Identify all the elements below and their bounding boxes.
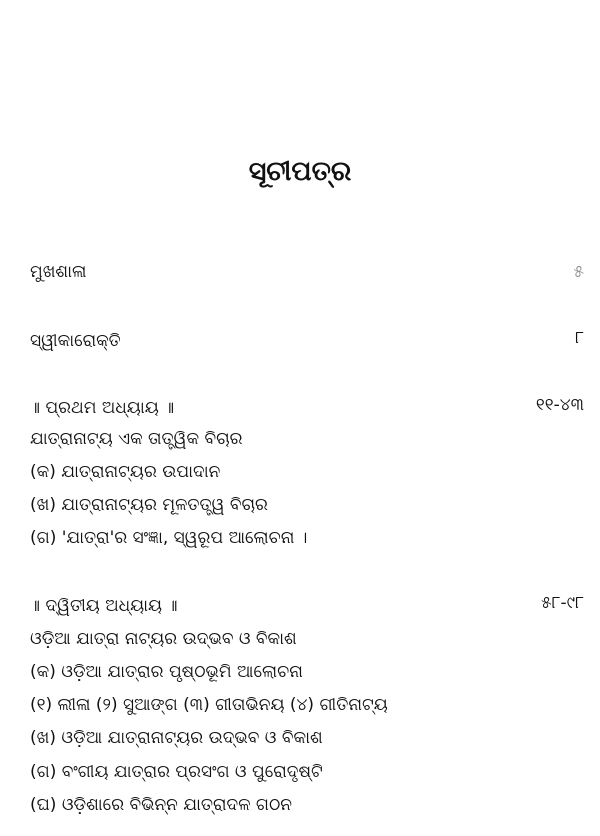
chapter2-heading: ॥ ଦ୍ୱିତୀୟ ଅଧ୍ୟାୟ ॥ xyxy=(30,596,178,616)
chapter2-item: (କ) ଓଡ଼ିଆ ଯାତ୍ରାର ପୃଷ୍ଠଭୂମି ଆଲୋଚନା xyxy=(30,662,303,682)
chapter1-subtitle: ଯାତ୍ରାନାଟ୍ୟ ଏକ ତାତ୍ତ୍ୱିକ ବିଚାର xyxy=(30,429,243,449)
chapter1-pages: ୧୧-୪୩ xyxy=(535,395,584,415)
chapter2-pages: ୫୮-୯୮ xyxy=(541,593,584,613)
chapter2-item: (ଖ) ଓଡ଼ିଆ ଯାତ୍ରାନାଟ୍ୟର ଉଦ୍‌ଭବ ଓ ବିକାଶ xyxy=(30,728,323,748)
toc-entry-preface: ମୁଖଶାଳା xyxy=(30,262,87,282)
toc-entry-acknowledgement: ସ୍ୱୀକାରୋକ୍ତି xyxy=(30,331,121,351)
chapter1-heading: ॥ ପ୍ରଥମ ଅଧ୍ୟାୟ ॥ xyxy=(30,398,175,418)
toc-page-preface: ୫ xyxy=(573,262,584,282)
chapter2-item: (ଗ) ବଂଗୀୟ ଯାତ୍ରାର ପ୍ରସଂଗ ଓ ପୁରୋଦୃଷ୍ଟି xyxy=(30,762,323,782)
chapter1-item: (କ) ଯାତ୍ରାନାଟ୍ୟର ଉପାଦାନ xyxy=(30,462,221,482)
chapter1-item: (ଖ) ଯାତ୍ରାନାଟ୍ୟର ମୂଳତତ୍ତ୍ୱ ବିଚାର xyxy=(30,495,268,515)
toc-page-acknowledgement: ୮ xyxy=(575,328,584,348)
chapter2-item: (୧) ଲୀଳା (୨) ସୁଆଙ୍ଗ (୩) ଗୀତାଭିନୟ (୪) ଗୀତିନାଟ୍ୟ xyxy=(30,695,388,715)
chapter2-subtitle: ଓଡ଼ିଆ ଯାତ୍ରା ନାଟ୍ୟର ଉଦ୍‌ଭବ ଓ ବିକାଶ xyxy=(30,629,297,649)
page-title: ସୂଚୀପତ୍ର xyxy=(248,156,352,187)
chapter1-item: (ଗ) 'ଯାତ୍ରା'ର ସଂଜ୍ଞା, ସ୍ୱରୂପ ଆଲୋଚନା । xyxy=(30,528,308,548)
chapter2-item: (ଘ) ଓଡ଼ିଶାରେ ବିଭିନ୍ନ ଯାତ୍ରାଦଳ ଗଠନ xyxy=(30,795,293,815)
